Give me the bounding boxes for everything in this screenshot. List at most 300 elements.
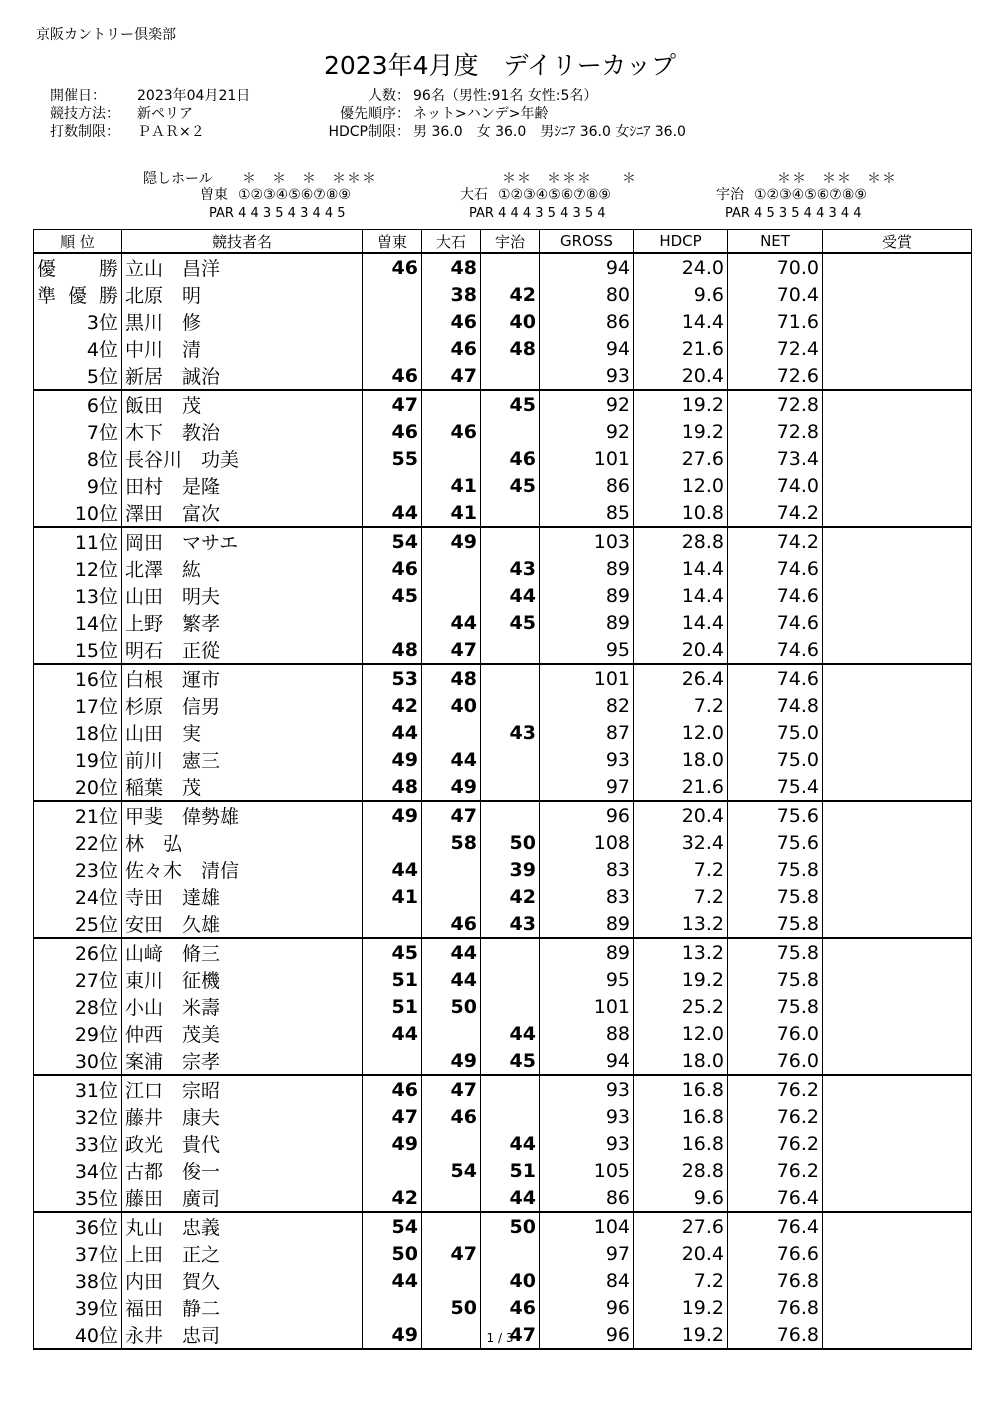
award-cell <box>823 910 972 938</box>
score-uji-cell: 45 <box>481 472 540 499</box>
score-sotou-cell: 48 <box>363 773 422 801</box>
gross-cell: 94 <box>540 253 634 281</box>
hidden-stars-oishi: ＊＊ ＊＊＊ ＊ <box>502 171 637 187</box>
net-cell: 74.6 <box>728 664 823 692</box>
hdcp-cell: 19.2 <box>634 966 728 993</box>
score-sotou-cell: 53 <box>363 664 422 692</box>
table-row <box>34 609 972 636</box>
award-cell <box>823 1184 972 1212</box>
award-cell <box>823 1047 972 1075</box>
table-row <box>34 1157 972 1184</box>
gross-cell: 89 <box>540 938 634 966</box>
score-uji-cell <box>481 1103 540 1130</box>
hdcp-cell: 19.2 <box>634 390 728 418</box>
gross-cell: 97 <box>540 1240 634 1267</box>
gross-cell: 95 <box>540 636 634 664</box>
par-row-oishi: PAR 4 4 4 3 5 4 3 5 4 <box>469 206 606 221</box>
rank-cell: 16位 <box>34 664 122 692</box>
score-uji-cell <box>481 773 540 801</box>
score-uji-cell: 40 <box>481 308 540 335</box>
table-row <box>34 910 972 938</box>
rank-cell: 33位 <box>34 1130 122 1157</box>
col-header-sotou: 曽東 <box>363 230 422 254</box>
net-cell: 76.6 <box>728 1240 823 1267</box>
net-cell: 74.6 <box>728 636 823 664</box>
score-oishi-cell <box>422 582 481 609</box>
player-name-cell: 黒川 修 <box>122 308 363 335</box>
score-uji-cell: 44 <box>481 582 540 609</box>
net-cell: 76.8 <box>728 1321 823 1349</box>
player-name-cell: 北澤 紘 <box>122 555 363 582</box>
gross-cell: 93 <box>540 1075 634 1103</box>
score-uji-cell <box>481 418 540 445</box>
net-cell: 75.8 <box>728 856 823 883</box>
award-cell <box>823 527 972 555</box>
hole-numbers-oishi: ①②③④⑤⑥⑦⑧⑨ <box>498 187 611 203</box>
score-uji-cell: 44 <box>481 1184 540 1212</box>
date-label: 開催日： <box>50 88 106 104</box>
score-uji-cell: 40 <box>481 1267 540 1294</box>
table-row <box>34 1020 972 1047</box>
score-oishi-cell: 50 <box>422 993 481 1020</box>
table-row <box>34 499 972 527</box>
net-cell: 76.2 <box>728 1157 823 1184</box>
award-cell <box>823 1267 972 1294</box>
hidden-stars-uji: ＊＊ ＊＊ ＊＊ <box>777 171 897 187</box>
score-oishi-cell <box>422 856 481 883</box>
net-cell: 75.4 <box>728 773 823 801</box>
score-uji-cell: 44 <box>481 1130 540 1157</box>
score-uji-cell: 43 <box>481 719 540 746</box>
score-sotou-cell: 42 <box>363 692 422 719</box>
player-name-cell: 林 弘 <box>122 829 363 856</box>
table-row <box>34 664 972 692</box>
page-number: 1 / 3 <box>486 1331 514 1345</box>
table-row <box>34 1047 972 1075</box>
player-name-cell: 内田 賀久 <box>122 1267 363 1294</box>
score-oishi-cell: 46 <box>422 335 481 362</box>
award-cell <box>823 938 972 966</box>
net-cell: 72.6 <box>728 362 823 390</box>
hdcp-cell: 25.2 <box>634 993 728 1020</box>
table-row <box>34 636 972 664</box>
club-name: 京阪カントリー倶楽部 <box>36 27 176 43</box>
score-sotou-cell: 46 <box>363 362 422 390</box>
score-uji-cell: 42 <box>481 281 540 308</box>
hdcp-cell: 16.8 <box>634 1130 728 1157</box>
table-row <box>34 1294 972 1321</box>
gross-cell: 93 <box>540 1130 634 1157</box>
player-name-cell: 稲葉 茂 <box>122 773 363 801</box>
gross-cell: 83 <box>540 883 634 910</box>
score-oishi-cell <box>422 555 481 582</box>
score-sotou-cell <box>363 1047 422 1075</box>
rank-cell: 準優勝 <box>34 281 122 308</box>
hdcp-cell: 14.4 <box>634 308 728 335</box>
net-cell: 71.6 <box>728 308 823 335</box>
date-value: 2023年04月21日 <box>137 88 251 104</box>
rank-cell: 30位 <box>34 1047 122 1075</box>
table-row <box>34 418 972 445</box>
score-oishi-cell <box>422 1020 481 1047</box>
score-sotou-cell: 48 <box>363 636 422 664</box>
score-sotou-cell <box>363 335 422 362</box>
player-name-cell: 田村 是隆 <box>122 472 363 499</box>
rank-cell: 35位 <box>34 1184 122 1212</box>
score-sotou-cell <box>363 609 422 636</box>
player-name-cell: 藤井 康夫 <box>122 1103 363 1130</box>
net-cell: 72.8 <box>728 390 823 418</box>
gross-cell: 86 <box>540 308 634 335</box>
score-oishi-cell: 41 <box>422 499 481 527</box>
table-row <box>34 1184 972 1212</box>
award-cell <box>823 362 972 390</box>
score-sotou-cell: 47 <box>363 1103 422 1130</box>
player-name-cell: 澤田 富次 <box>122 499 363 527</box>
net-cell: 76.4 <box>728 1212 823 1240</box>
hdcp-cell: 14.4 <box>634 609 728 636</box>
course-name-sotou: 曽東 <box>200 187 228 203</box>
gross-cell: 86 <box>540 1184 634 1212</box>
player-name-cell: 案浦 宗孝 <box>122 1047 363 1075</box>
score-sotou-cell <box>363 910 422 938</box>
gross-cell: 89 <box>540 910 634 938</box>
score-uji-cell <box>481 938 540 966</box>
net-cell: 76.8 <box>728 1267 823 1294</box>
score-sotou-cell <box>363 1157 422 1184</box>
rank-cell: 4位 <box>34 335 122 362</box>
score-uji-cell <box>481 499 540 527</box>
rank-cell: 5位 <box>34 362 122 390</box>
hdcp-cell: 26.4 <box>634 664 728 692</box>
rank-cell: 36位 <box>34 1212 122 1240</box>
col-header-net: NET <box>728 230 823 254</box>
net-cell: 75.8 <box>728 883 823 910</box>
score-uji-cell <box>481 993 540 1020</box>
gross-cell: 86 <box>540 472 634 499</box>
player-name-cell: 岡田 マサエ <box>122 527 363 555</box>
score-uji-cell <box>481 1075 540 1103</box>
score-uji-cell: 44 <box>481 1020 540 1047</box>
hdcp-cell: 27.6 <box>634 1212 728 1240</box>
award-cell <box>823 609 972 636</box>
award-cell <box>823 801 972 829</box>
net-cell: 76.4 <box>728 1184 823 1212</box>
gross-cell: 95 <box>540 966 634 993</box>
hdcp-cell: 28.8 <box>634 1157 728 1184</box>
player-name-cell: 山田 実 <box>122 719 363 746</box>
gross-cell: 82 <box>540 692 634 719</box>
hdcp-cell: 20.4 <box>634 801 728 829</box>
hdcp-cell: 21.6 <box>634 335 728 362</box>
hdcp-cell: 10.8 <box>634 499 728 527</box>
net-cell: 72.8 <box>728 418 823 445</box>
score-oishi-cell: 40 <box>422 692 481 719</box>
table-row <box>34 829 972 856</box>
score-sotou-cell <box>363 472 422 499</box>
score-sotou-cell <box>363 829 422 856</box>
table-row <box>34 253 972 281</box>
award-cell <box>823 1157 972 1184</box>
net-cell: 74.2 <box>728 527 823 555</box>
course-name-oishi: 大石 <box>460 187 488 203</box>
award-cell <box>823 555 972 582</box>
award-cell <box>823 1212 972 1240</box>
score-sotou-cell: 54 <box>363 1212 422 1240</box>
score-oishi-cell <box>422 1212 481 1240</box>
score-oishi-cell: 47 <box>422 1075 481 1103</box>
hdcp-cell: 12.0 <box>634 1020 728 1047</box>
score-sotou-cell: 44 <box>363 1267 422 1294</box>
gross-cell: 93 <box>540 1103 634 1130</box>
player-name-cell: 永井 忠司 <box>122 1321 363 1349</box>
score-sotou-cell: 55 <box>363 445 422 472</box>
rank-cell: 40位 <box>34 1321 122 1349</box>
table-row <box>34 445 972 472</box>
score-oishi-cell: 46 <box>422 418 481 445</box>
page-title: 2023年4月度 デイリーカップ <box>323 51 677 80</box>
hdcp-cell: 18.0 <box>634 746 728 773</box>
gross-cell: 94 <box>540 335 634 362</box>
score-uji-cell <box>481 664 540 692</box>
award-cell <box>823 883 972 910</box>
gross-cell: 93 <box>540 746 634 773</box>
score-oishi-cell <box>422 1267 481 1294</box>
score-sotou-cell: 42 <box>363 1184 422 1212</box>
player-name-cell: 木下 教治 <box>122 418 363 445</box>
table-row <box>34 773 972 801</box>
rank-cell: 21位 <box>34 801 122 829</box>
score-oishi-cell: 44 <box>422 966 481 993</box>
player-name-cell: 江口 宗昭 <box>122 1075 363 1103</box>
hdcp-cell: 19.2 <box>634 418 728 445</box>
hdcp-cell: 14.4 <box>634 582 728 609</box>
award-cell <box>823 1130 972 1157</box>
score-oishi-cell: 41 <box>422 472 481 499</box>
hdcp-cell: 20.4 <box>634 362 728 390</box>
table-row <box>34 335 972 362</box>
table-row <box>34 472 972 499</box>
score-oishi-cell: 47 <box>422 801 481 829</box>
net-cell: 73.4 <box>728 445 823 472</box>
score-oishi-cell <box>422 390 481 418</box>
net-cell: 75.6 <box>728 829 823 856</box>
par-row-sotou: PAR 4 4 3 5 4 3 4 4 5 <box>209 206 346 221</box>
player-name-cell: 古都 俊一 <box>122 1157 363 1184</box>
award-cell <box>823 445 972 472</box>
gross-cell: 94 <box>540 1047 634 1075</box>
score-oishi-cell: 46 <box>422 910 481 938</box>
player-name-cell: 政光 貴代 <box>122 1130 363 1157</box>
score-sotou-cell: 47 <box>363 390 422 418</box>
table-row <box>34 801 972 829</box>
award-cell <box>823 1294 972 1321</box>
player-name-cell: 新居 誠治 <box>122 362 363 390</box>
hdcp-cell: 9.6 <box>634 281 728 308</box>
score-uji-cell: 50 <box>481 1212 540 1240</box>
score-oishi-cell: 47 <box>422 1240 481 1267</box>
table-row <box>34 555 972 582</box>
rank-cell: 優勝 <box>34 253 122 281</box>
rank-cell: 26位 <box>34 938 122 966</box>
rank-cell: 19位 <box>34 746 122 773</box>
award-cell <box>823 1103 972 1130</box>
hdcp-cell: 24.0 <box>634 253 728 281</box>
player-name-cell: 明石 正從 <box>122 636 363 664</box>
player-name-cell: 東川 征機 <box>122 966 363 993</box>
hdcp-cell: 7.2 <box>634 1267 728 1294</box>
award-cell <box>823 993 972 1020</box>
par-row-uji: PAR 4 5 3 5 4 4 3 4 4 <box>725 206 862 221</box>
score-sotou-cell <box>363 308 422 335</box>
hdcp-cell: 9.6 <box>634 1184 728 1212</box>
gross-cell: 88 <box>540 1020 634 1047</box>
score-sotou-cell: 50 <box>363 1240 422 1267</box>
net-cell: 75.0 <box>728 746 823 773</box>
score-oishi-cell: 49 <box>422 527 481 555</box>
score-oishi-cell: 44 <box>422 938 481 966</box>
award-cell <box>823 335 972 362</box>
gross-cell: 89 <box>540 555 634 582</box>
table-row <box>34 1075 972 1103</box>
score-uji-cell <box>481 362 540 390</box>
gross-cell: 84 <box>540 1267 634 1294</box>
limit-label: 打数制限： <box>50 124 120 140</box>
rank-cell: 39位 <box>34 1294 122 1321</box>
rank-cell: 24位 <box>34 883 122 910</box>
table-row <box>34 390 972 418</box>
table-row <box>34 1212 972 1240</box>
player-name-cell: 丸山 忠義 <box>122 1212 363 1240</box>
award-cell <box>823 856 972 883</box>
hole-numbers-sotou: ①②③④⑤⑥⑦⑧⑨ <box>238 187 351 203</box>
gross-cell: 101 <box>540 445 634 472</box>
score-uji-cell: 46 <box>481 1294 540 1321</box>
net-cell: 74.6 <box>728 555 823 582</box>
hdcp-cell: 18.0 <box>634 1047 728 1075</box>
award-cell <box>823 582 972 609</box>
rank-cell: 3位 <box>34 308 122 335</box>
net-cell: 76.0 <box>728 1020 823 1047</box>
score-oishi-cell: 44 <box>422 609 481 636</box>
player-name-cell: 上田 正之 <box>122 1240 363 1267</box>
score-uji-cell: 45 <box>481 609 540 636</box>
hdcp-cell: 20.4 <box>634 636 728 664</box>
hdcp-cell: 13.2 <box>634 910 728 938</box>
table-row <box>34 281 972 308</box>
gross-cell: 92 <box>540 390 634 418</box>
rank-cell: 28位 <box>34 993 122 1020</box>
score-uji-cell: 43 <box>481 555 540 582</box>
col-header-hdcp: HDCP <box>634 230 728 254</box>
score-uji-cell: 39 <box>481 856 540 883</box>
score-oishi-cell <box>422 445 481 472</box>
rank-cell: 10位 <box>34 499 122 527</box>
rank-cell: 37位 <box>34 1240 122 1267</box>
score-uji-cell <box>481 801 540 829</box>
net-cell: 75.8 <box>728 966 823 993</box>
table-row <box>34 362 972 390</box>
score-sotou-cell: 51 <box>363 966 422 993</box>
award-cell <box>823 719 972 746</box>
player-name-cell: 藤田 廣司 <box>122 1184 363 1212</box>
hole-numbers-uji: ①②③④⑤⑥⑦⑧⑨ <box>754 187 867 203</box>
table-row <box>34 582 972 609</box>
gross-cell: 85 <box>540 499 634 527</box>
award-cell <box>823 773 972 801</box>
gross-cell: 101 <box>540 664 634 692</box>
table-row <box>34 883 972 910</box>
gross-cell: 103 <box>540 527 634 555</box>
score-sotou-cell: 46 <box>363 1075 422 1103</box>
net-cell: 75.0 <box>728 719 823 746</box>
hdcp-cell: 16.8 <box>634 1103 728 1130</box>
hdcp-cell: 7.2 <box>634 883 728 910</box>
col-header-award: 受賞 <box>823 230 972 254</box>
net-cell: 75.8 <box>728 910 823 938</box>
score-sotou-cell: 44 <box>363 499 422 527</box>
col-header-gross: GROSS <box>540 230 634 254</box>
score-oishi-cell <box>422 883 481 910</box>
player-name-cell: 中川 清 <box>122 335 363 362</box>
score-oishi-cell: 47 <box>422 362 481 390</box>
score-sotou-cell: 54 <box>363 527 422 555</box>
table-row <box>34 527 972 555</box>
gross-cell: 83 <box>540 856 634 883</box>
score-oishi-cell: 49 <box>422 773 481 801</box>
score-uji-cell <box>481 253 540 281</box>
hdcp-cell: 21.6 <box>634 773 728 801</box>
hdcp-cell: 32.4 <box>634 829 728 856</box>
table-row <box>34 993 972 1020</box>
player-name-cell: 仲西 茂美 <box>122 1020 363 1047</box>
hdcp-cell: 27.6 <box>634 445 728 472</box>
score-uji-cell: 51 <box>481 1157 540 1184</box>
table-row <box>34 1240 972 1267</box>
net-cell: 75.8 <box>728 938 823 966</box>
method-value: 新ペリア <box>137 106 193 122</box>
net-cell: 76.0 <box>728 1047 823 1075</box>
net-cell: 75.8 <box>728 993 823 1020</box>
score-uji-cell <box>481 966 540 993</box>
table-row <box>34 308 972 335</box>
score-uji-cell: 50 <box>481 829 540 856</box>
table-row <box>34 1267 972 1294</box>
player-name-cell: 杉原 信男 <box>122 692 363 719</box>
gross-cell: 96 <box>540 801 634 829</box>
hdcp-cell: 16.8 <box>634 1075 728 1103</box>
net-cell: 70.0 <box>728 253 823 281</box>
net-cell: 74.6 <box>728 609 823 636</box>
table-row <box>34 746 972 773</box>
award-cell <box>823 472 972 499</box>
net-cell: 76.8 <box>728 1294 823 1321</box>
rank-cell: 18位 <box>34 719 122 746</box>
rank-cell: 8位 <box>34 445 122 472</box>
score-uji-cell: 46 <box>481 445 540 472</box>
player-name-cell: 山﨑 脩三 <box>122 938 363 966</box>
score-sotou-cell: 49 <box>363 1130 422 1157</box>
gross-cell: 97 <box>540 773 634 801</box>
rank-cell: 7位 <box>34 418 122 445</box>
net-cell: 76.2 <box>728 1103 823 1130</box>
award-cell <box>823 746 972 773</box>
score-sotou-cell: 49 <box>363 746 422 773</box>
net-cell: 75.6 <box>728 801 823 829</box>
rank-cell: 22位 <box>34 829 122 856</box>
rank-cell: 13位 <box>34 582 122 609</box>
player-name-cell: 長谷川 功美 <box>122 445 363 472</box>
